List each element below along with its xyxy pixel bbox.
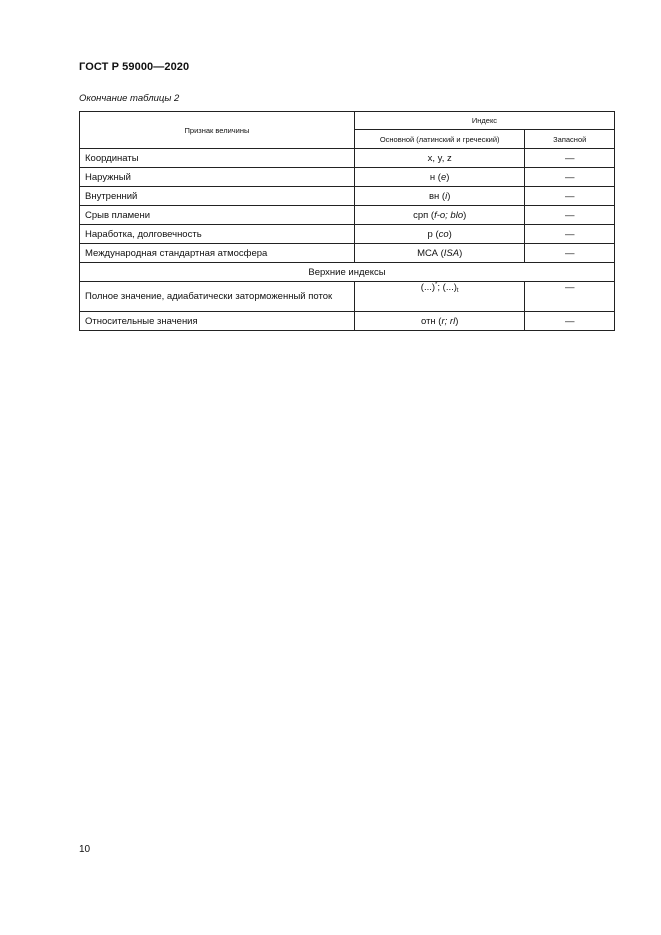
row-primary: н (е) xyxy=(354,168,525,187)
row-attribute: Наработка, долговечность xyxy=(80,225,355,244)
row-primary: срп (f-o; blo) xyxy=(354,206,525,225)
table-row xyxy=(80,187,615,206)
row-spare: — xyxy=(525,312,615,331)
section-row xyxy=(80,263,615,282)
row-spare: — xyxy=(525,282,615,312)
table-row xyxy=(80,225,615,244)
header-attribute: Признак величины xyxy=(80,112,355,149)
row-primary: (...)*; $(...)_t$ xyxy=(354,282,525,312)
header-primary: Основной (латинский и греческий) xyxy=(354,130,525,149)
header-index: Индекс xyxy=(354,112,614,130)
row-spare: — xyxy=(525,225,615,244)
table-row xyxy=(80,282,615,312)
row-attribute: Полное значение, адиабатически заторможенный поток xyxy=(80,282,355,312)
document-code: ГОСТ Р 59000—2020 xyxy=(79,61,190,73)
row-spare: — xyxy=(525,206,615,225)
row-attribute: Срыв пламени xyxy=(80,206,355,225)
row-spare: — xyxy=(525,149,615,168)
row-spare: — xyxy=(525,187,615,206)
row-primary: р (со) xyxy=(354,225,525,244)
row-primary: x, y, z xyxy=(354,149,525,168)
table-row xyxy=(80,244,615,263)
page-number: 10 xyxy=(79,844,91,855)
index-table xyxy=(79,111,615,331)
row-primary: вн (i) xyxy=(354,187,525,206)
section-superscripts: Верхние индексы xyxy=(80,263,615,282)
row-attribute: Наружный xyxy=(80,168,355,187)
row-primary: МСА (ISA) xyxy=(354,244,525,263)
row-attribute: Координаты xyxy=(80,149,355,168)
header-spare: Запасной xyxy=(525,130,615,149)
table-row xyxy=(80,206,615,225)
row-attribute: Международная стандартная атмосфера xyxy=(80,244,355,263)
table-row xyxy=(80,149,615,168)
row-primary: отн (r; rl) xyxy=(354,312,525,331)
table-row xyxy=(80,312,615,331)
row-spare: — xyxy=(525,244,615,263)
table-caption: Окончание таблицы 2 xyxy=(79,93,180,104)
table-row xyxy=(80,168,615,187)
row-spare: — xyxy=(525,168,615,187)
row-attribute: Внутренний xyxy=(80,187,355,206)
row-attribute: Относительные значения xyxy=(80,312,355,331)
